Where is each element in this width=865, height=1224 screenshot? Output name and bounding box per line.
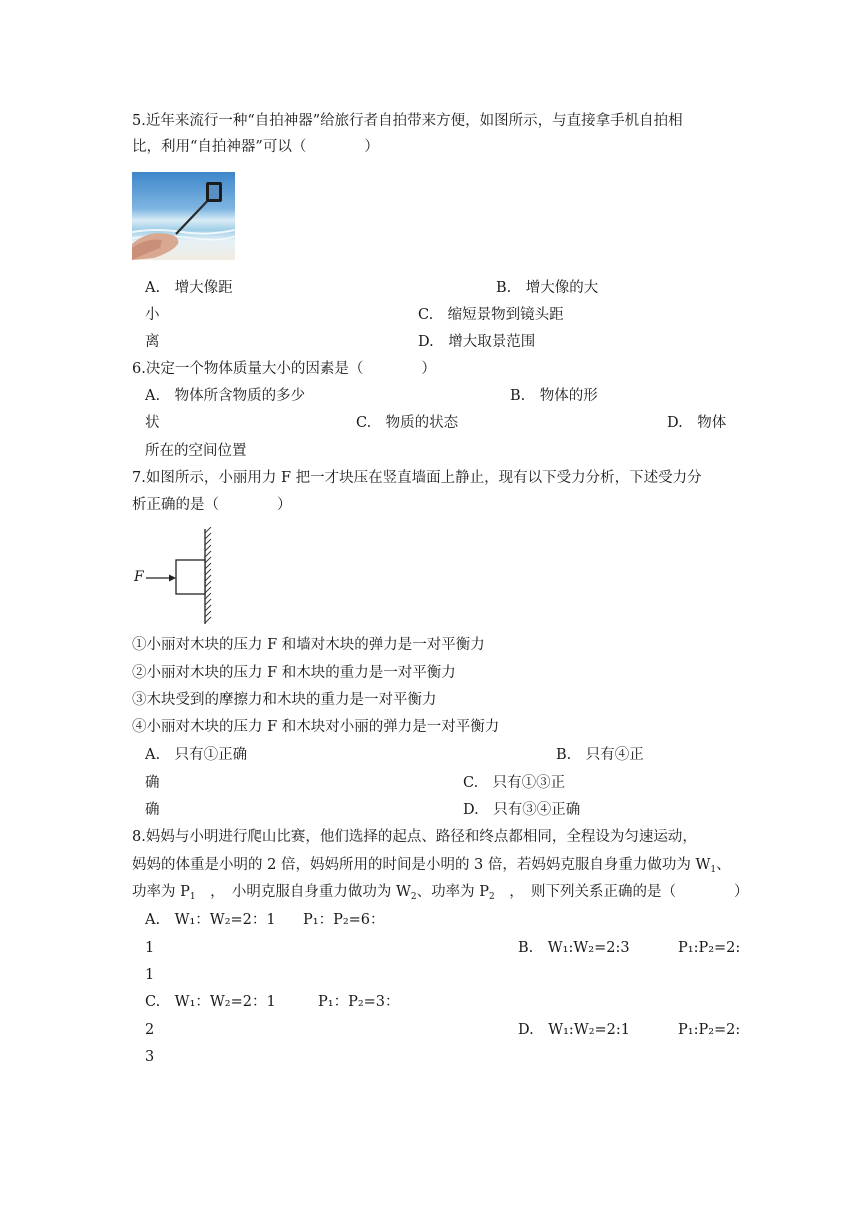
q7-stem-line2: 析正确的是（ ） bbox=[132, 497, 292, 513]
q8-stem-line2: 妈妈的体重是小明的 2 倍，妈妈所用的时间是小明的 3 倍，若妈妈克服自身重力做功为 $W_1$、 bbox=[132, 857, 731, 875]
q8-option-b-work: B. W₁:W₂=2:3 bbox=[518, 940, 630, 956]
q7-statement-1: ①小丽对木块的压力 F 和墙对木块的弹力是一对平衡力 bbox=[132, 637, 485, 653]
q6-option-a: A. 物体所含物质的多少 bbox=[145, 388, 306, 404]
force-f-label: F bbox=[134, 569, 144, 585]
q8-option-b-wrap: 1 bbox=[145, 967, 155, 983]
q6-option-d-wrap: 所在的空间位置 bbox=[145, 443, 247, 459]
q7-statement-4: ④小丽对木块的压力 F 和木块对小丽的弹力是一对平衡力 bbox=[132, 719, 500, 735]
q8-option-b-power: P₁:P₂=2: bbox=[678, 940, 741, 956]
selfie-stick-photo bbox=[132, 172, 235, 260]
q8-option-d-work: D. W₁:W₂=2:1 bbox=[518, 1022, 631, 1038]
q5-option-b-wrap: 小 bbox=[145, 307, 160, 323]
q5-option-c: C. 缩短景物到镜头距 bbox=[418, 307, 564, 323]
q7-option-b-wrap: 确 bbox=[145, 775, 160, 791]
q7-option-d: D. 只有③④正确 bbox=[463, 802, 581, 818]
q7-option-c-wrap: 确 bbox=[145, 802, 160, 818]
force-diagram bbox=[132, 527, 222, 627]
q7-stem-line1: 7.如图所示，小丽用力 F 把一才块压在竖直墙面上静止，现有以下受力分析，下述受力分 bbox=[132, 470, 702, 486]
q5-option-c-wrap: 离 bbox=[145, 334, 160, 350]
q7-statement-2: ②小丽对木块的压力 F 和木块的重力是一对平衡力 bbox=[132, 665, 456, 681]
q6-option-d: D. 物体 bbox=[667, 415, 727, 431]
q8-option-a-power: P₁：P₂=6： bbox=[303, 912, 385, 928]
q6-option-b-wrap: 状 bbox=[145, 415, 160, 431]
q8-option-a-wrap: 1 bbox=[145, 940, 155, 956]
q7-option-c: C. 只有①③正 bbox=[463, 775, 566, 791]
q5-stem-line1: 5.近年来流行一种“自拍神器”给旅行者自拍带来方便，如图所示，与直接拿手机自拍相 bbox=[132, 113, 683, 129]
q6-option-b: B. 物体的形 bbox=[510, 388, 598, 404]
q5-option-d: D. 增大取景范围 bbox=[418, 334, 536, 350]
q8-option-c-wrap: 2 bbox=[145, 1022, 155, 1038]
q5-option-a: A. 增大像距 bbox=[145, 280, 233, 296]
q6-option-c: C. 物质的状态 bbox=[356, 415, 459, 431]
q8-option-a-work: A. W₁：W₂=2：1 bbox=[145, 912, 276, 928]
q8-option-c-work: C. W₁：W₂=2：1 bbox=[145, 994, 276, 1010]
q8-option-d-wrap: 3 bbox=[145, 1049, 155, 1065]
q7-option-b: B. 只有④正 bbox=[556, 747, 644, 763]
q6-stem: 6.决定一个物体质量大小的因素是（ ） bbox=[132, 361, 436, 377]
q5-option-b: B. 增大像的大 bbox=[496, 280, 599, 296]
q8-option-c-power: P₁：P₂=3： bbox=[318, 994, 400, 1010]
q7-statement-3: ③木块受到的摩擦力和木块的重力是一对平衡力 bbox=[132, 692, 437, 708]
q8-option-d-power: P₁:P₂=2: bbox=[678, 1022, 741, 1038]
q5-stem-line2: 比，利用“自拍神器”可以（ ） bbox=[132, 139, 379, 155]
q8-stem-line3: 功率为 $P_1$ ， 小明克服自身重力做功为 $W_2$、功率为 $P_2$ ， 则下列关系正确的是（ ） bbox=[132, 884, 749, 902]
q7-option-a: A. 只有①正确 bbox=[145, 747, 248, 763]
q8-stem-line1: 8.妈妈与小明进行爬山比赛，他们选择的起点、路径和终点都相同，全程设为匀速运动， bbox=[132, 829, 697, 845]
